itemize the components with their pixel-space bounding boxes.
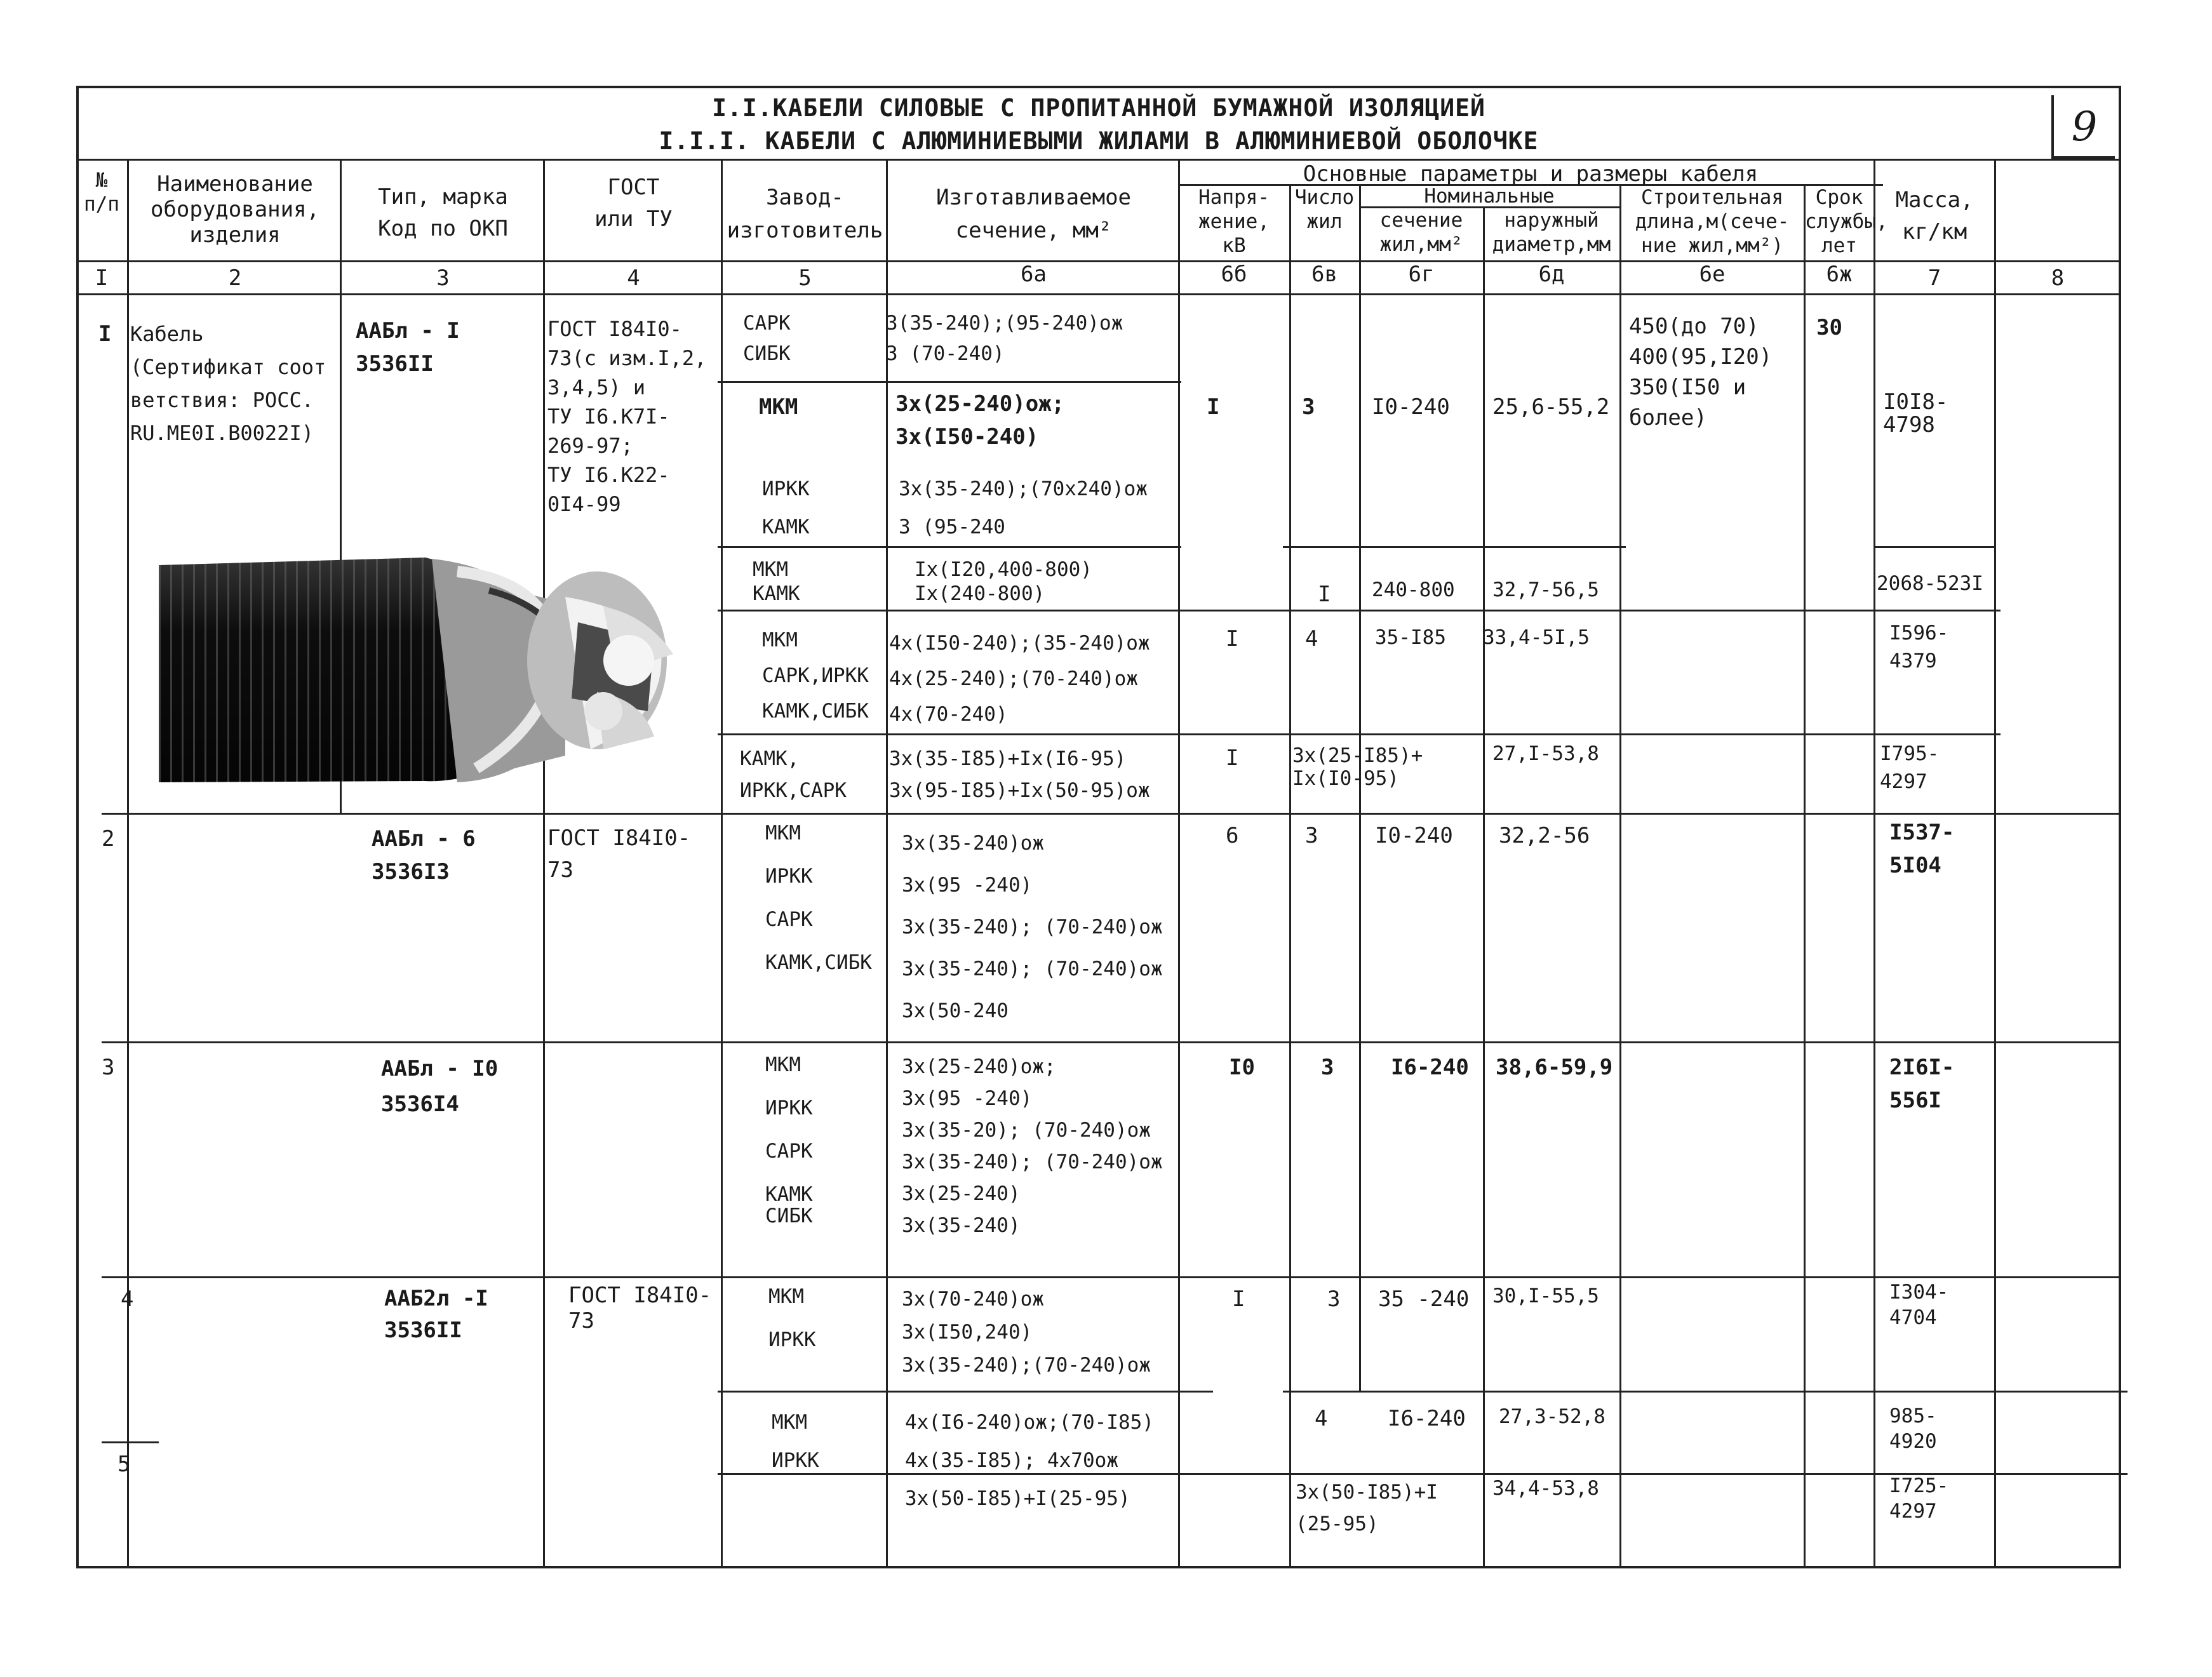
col-number: 2 [228,265,242,291]
header-outer-diam: наружный диаметр,мм [1492,209,1611,256]
maker-group: КАМК, ИРКК,САРК [740,747,847,802]
col-number: 5 [798,265,812,291]
mass-value: 2068-523I [1877,572,1983,595]
col-number: 6д [1538,262,1565,287]
col-number: 6а [1021,262,1047,287]
maker-group: МКМ ИРКК [768,1285,816,1351]
header-cores: Число жил [1294,186,1355,233]
rule-group-5 [718,1391,1213,1393]
rule-under-title [76,159,2121,161]
col-line-1 [127,159,129,1568]
col-number: 6б [1221,262,1247,287]
maker-group: МКМ [759,394,798,420]
mass-value: I304- 4704 [1889,1281,1949,1329]
cores-value: I [1318,582,1331,607]
cores-value: 3x(50-I85)+I (25-95) [1296,1481,1438,1535]
outer-diameter: 33,4-5I,5 [1483,626,1590,649]
row-number: 3 [102,1055,115,1080]
col-number: 6е [1699,262,1726,287]
rule-group-5b [1283,1391,2128,1393]
cores-value: 3 [1321,1055,1334,1080]
service-life: 30 [1816,315,1842,340]
page-number: 9 [2051,95,2115,159]
gost-ref: ГОСТ I84I0- 73 [547,825,691,883]
col-number: 3 [436,265,450,291]
col-line-5 [886,159,888,1568]
outer-diameter: 34,4-53,8 [1492,1477,1599,1500]
col-number: 6г [1408,262,1435,287]
row-number: 2 [102,826,115,852]
header-length: Строительная длина,м(сече- ние жил,мм²) [1635,186,1790,257]
row-number: I [98,321,112,347]
mass-value: I537- 5I04 [1889,820,1955,878]
header-service: Срок службы, лет [1805,186,1888,257]
header-name: Наименование оборудования, изделия [150,171,320,248]
col-number: 6в [1311,262,1337,287]
maker-group: МКМ ИРКК [772,1411,819,1472]
row-number: 4 [121,1286,134,1312]
section-group: 3(35-240);(95-240)ож 3 (70-240) [886,312,1123,365]
rule-row-2 [102,813,2121,815]
cores-value: 3x(25-I85)+ Ix(I0-95) [1292,744,1423,790]
header-section: Изготавливаемое сечение, мм² [935,185,1132,243]
outer-diameter: 30,I-55,5 [1492,1285,1599,1307]
header-maker: Завод- изготовитель [727,185,883,243]
outer-diameter: 27,3-52,8 [1499,1405,1605,1428]
rule-group-2 [718,546,1181,548]
col-number: 7 [1927,265,1941,291]
col-line-12 [1873,159,1875,1568]
col-line-7 [1289,184,1291,1568]
cores-value: 4 [1305,626,1318,651]
cable-illustration [159,546,686,787]
col-line-9 [1483,206,1485,1568]
subsection-title: I.I.I. КАБЕЛИ С АЛЮМИНИЕВЫМИ ЖИЛАМИ В АЛЮМИНИЕВОЙ ОБОЛОЧКЕ [659,127,1539,155]
header-nominal: Номинальные [1424,185,1555,208]
col-line-11 [1804,184,1806,1568]
mass-value: I725- 4297 [1889,1474,1949,1523]
section-group: 3x(35-240);(70x240)ож 3 (95-240 [899,478,1148,538]
row-number: 5 [117,1452,131,1477]
maker-group: МКМ САРК,ИРКК КАМК,СИБК [762,629,869,723]
col-number: 4 [627,265,640,291]
col-line-4 [721,159,723,1568]
col-number: 8 [2051,265,2065,291]
header-voltage: Напря- жение, кВ [1198,186,1270,257]
type-code: ААБ2л -I 3536II [384,1286,488,1343]
outer-diameter: 32,7-56,5 [1492,578,1599,601]
voltage-value: I [1207,394,1220,420]
maker-group: ИРКК КАМК [762,478,810,538]
cores-value: 3 [1302,394,1315,420]
header-mass: Масса, кг/км [1895,187,1974,244]
section-group: 4x(I6-240)ож;(70-I85) 4x(35-I85); 4x70ож 3x(50-I85)+I(25-95) [905,1411,1154,1510]
nominal-section: 240-800 [1372,578,1455,601]
rule-group-1 [718,381,1181,383]
type-code: ААБл - I 3536II [356,318,460,377]
mass-value: I596- 4379 [1889,622,1949,672]
voltage-value: I [1226,745,1239,771]
maker-group: МКМ ИРКК САРК КАМК СИБК [765,1053,813,1227]
nominal-section: 35-I85 [1375,626,1446,649]
cores-value: 3 [1305,823,1318,848]
rule-row-3 [102,1041,2121,1043]
col-number: I [95,265,109,291]
voltage-value: I [1226,626,1239,651]
rule-row-5 [102,1441,159,1443]
col-line-6 [1178,159,1180,1568]
maker-group: САРК СИБК [743,312,791,365]
nominal-section: I0-240 [1372,394,1450,420]
section-group: 3x(35-I85)+Ix(I6-95) 3x(95-I85)+Ix(50-95)ож [889,747,1150,802]
mass-value: 2I6I- 556I [1889,1055,1955,1113]
mass-value: I0I8- 4798 [1883,389,1948,438]
nominal-section: 35 -240 [1378,1286,1470,1312]
outer-diameter: 32,2-56 [1499,823,1590,848]
col-line-13 [1994,159,1996,1568]
header-nom-section: сечение жил,мм² [1379,209,1463,256]
voltage-value: I0 [1229,1055,1255,1080]
rule-mass-1 [1873,546,1994,548]
section-title: I.I.КАБЕЛИ СИЛОВЫЕ С ПРОПИТАННОЙ БУМАЖНОЙ ИЗОЛЯЦИЕЙ [712,94,1485,122]
type-code: ААБл - 6 3536I3 [372,826,476,885]
col-line-3 [543,159,545,1568]
type-code: ААБл - I0 3536I4 [381,1056,499,1117]
nominal-section: I6-240 [1388,1406,1466,1431]
header-num: № п/п [84,169,119,216]
outer-diameter: 25,6-55,2 [1492,394,1610,420]
section-group: 3x(35-240)ож 3x(95 -240) 3x(35-240); (70-240)ож 3x(35-240); (70-240)ож 3x(50-240 [902,832,1163,1022]
nominal-section: I0-240 [1375,823,1453,848]
col-number: 6ж [1826,262,1853,287]
header-type: Тип, марка Код по ОКП [378,184,508,241]
rule-group-2b [1283,546,1626,548]
rule-row-4 [102,1276,2121,1278]
header-gost: ГОСТ или ТУ [594,175,673,232]
section-group: Ix(I20,400-800) Ix(240-800) [915,558,1092,605]
section-group: 3x(70-240)ож 3x(I50,240) 3x(35-240);(70-240)ож [902,1288,1151,1377]
section-group: 3x(25-240)ож; 3x(I50-240) [895,391,1065,450]
cores-value: 4 [1315,1406,1328,1431]
outer-diameter: 38,6-59,9 [1496,1055,1613,1080]
rule-under-col-numbers [76,293,2121,295]
header-main-params: Основные параметры и размеры кабеля [1303,161,1759,187]
outer-diameter: 27,I-53,8 [1492,742,1599,765]
voltage-value: I [1232,1286,1245,1312]
voltage-value: 6 [1226,823,1239,848]
item-name: Кабель (Сертификат соот ветствия: РОСС. RU.ME0I.B0022I) [130,322,326,445]
section-group: 3x(25-240)ож; 3x(95 -240) 3x(35-20); (70-240)ож 3x(35-240); (70-240)ож 3x(25-240) 3x(35-240) [902,1055,1163,1237]
maker-group: МКМ ИРКК САРК КАМК,СИБК [765,822,872,974]
construction-length: 450(до 70) 400(95,I20) 350(I50 и более) [1629,314,1773,431]
section-group: 4x(I50-240);(35-240)ож 4x(25-240);(70-240)ож 4x(70-240) [889,632,1150,726]
nominal-section: I6-240 [1391,1055,1469,1080]
mass-value: I795- 4297 [1880,742,1940,793]
gost-ref: ГОСТ I84I0- 73(с изм.I,2, 3,4,5) и ТУ I6.K7I- 269-97; ТУ I6.K22- 0I4-99 [547,317,707,516]
gost-ref: ГОСТ I84I0- 73 [568,1283,712,1333]
col-line-10 [1619,184,1621,1568]
mass-value: 985- 4920 [1889,1405,1937,1453]
cores-value: 3 [1327,1286,1341,1312]
maker-group: МКМ КАМК [753,558,800,605]
